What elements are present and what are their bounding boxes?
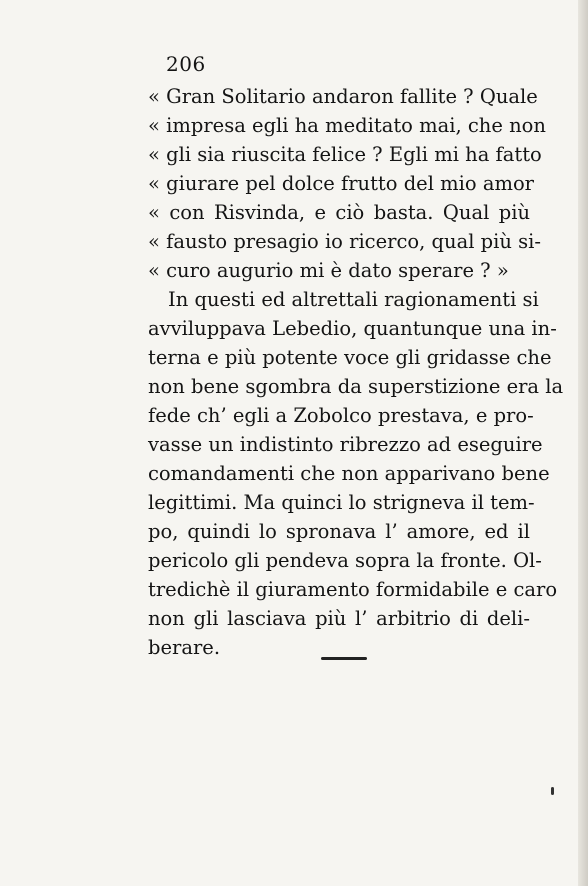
page-number: 206 <box>166 52 206 76</box>
page-edge <box>578 0 588 886</box>
text-line: « con Risvinda, e ciò basta. Qual più <box>148 201 530 224</box>
text-line: avviluppava Lebedio, quantunque una in- <box>148 317 557 340</box>
ink-speck <box>551 787 554 795</box>
body-text <box>148 82 564 662</box>
text-line: pericolo gli pendeva sopra la fronte. Ol- <box>148 549 542 572</box>
text-line: legittimi. Ma quinci lo strigneva il tem- <box>148 491 535 514</box>
paragraph-start-line: In questi ed altrettali ragionamenti si <box>168 288 539 311</box>
text-line: « impresa egli ha meditato mai, che non <box>148 114 546 137</box>
text-line: berare. <box>148 636 221 659</box>
text-line: « curo augurio mi è dato sperare ? » <box>148 259 509 282</box>
text-line: terna e più potente voce gli gridasse che <box>148 346 552 369</box>
text-line: « gli sia riuscita felice ? Egli mi ha fatto <box>148 143 542 166</box>
text-line: non gli lasciava più l’ arbitrio di deli- <box>148 607 530 630</box>
text-line: vasse un indistinto ribrezzo ad eseguire <box>148 433 543 456</box>
text-line: tredichè il giuramento formidabile e caro <box>148 578 558 601</box>
text-line: fede ch’ egli a Zobolco prestava, e pro- <box>148 404 534 427</box>
text-line: comandamenti che non apparivano bene <box>148 462 550 485</box>
text-line: « fausto presagio io ricerco, qual più si- <box>148 230 541 253</box>
text-line: non bene sgombra da superstizione era la <box>148 375 564 398</box>
section-end-rule <box>321 657 367 660</box>
text-line: « Gran Solitario andaron fallite ? Quale <box>148 85 538 108</box>
text-line: po, quindi lo spronava l’ amore, ed il <box>148 520 530 543</box>
text-line: « giurare pel dolce frutto del mio amor <box>148 172 535 195</box>
